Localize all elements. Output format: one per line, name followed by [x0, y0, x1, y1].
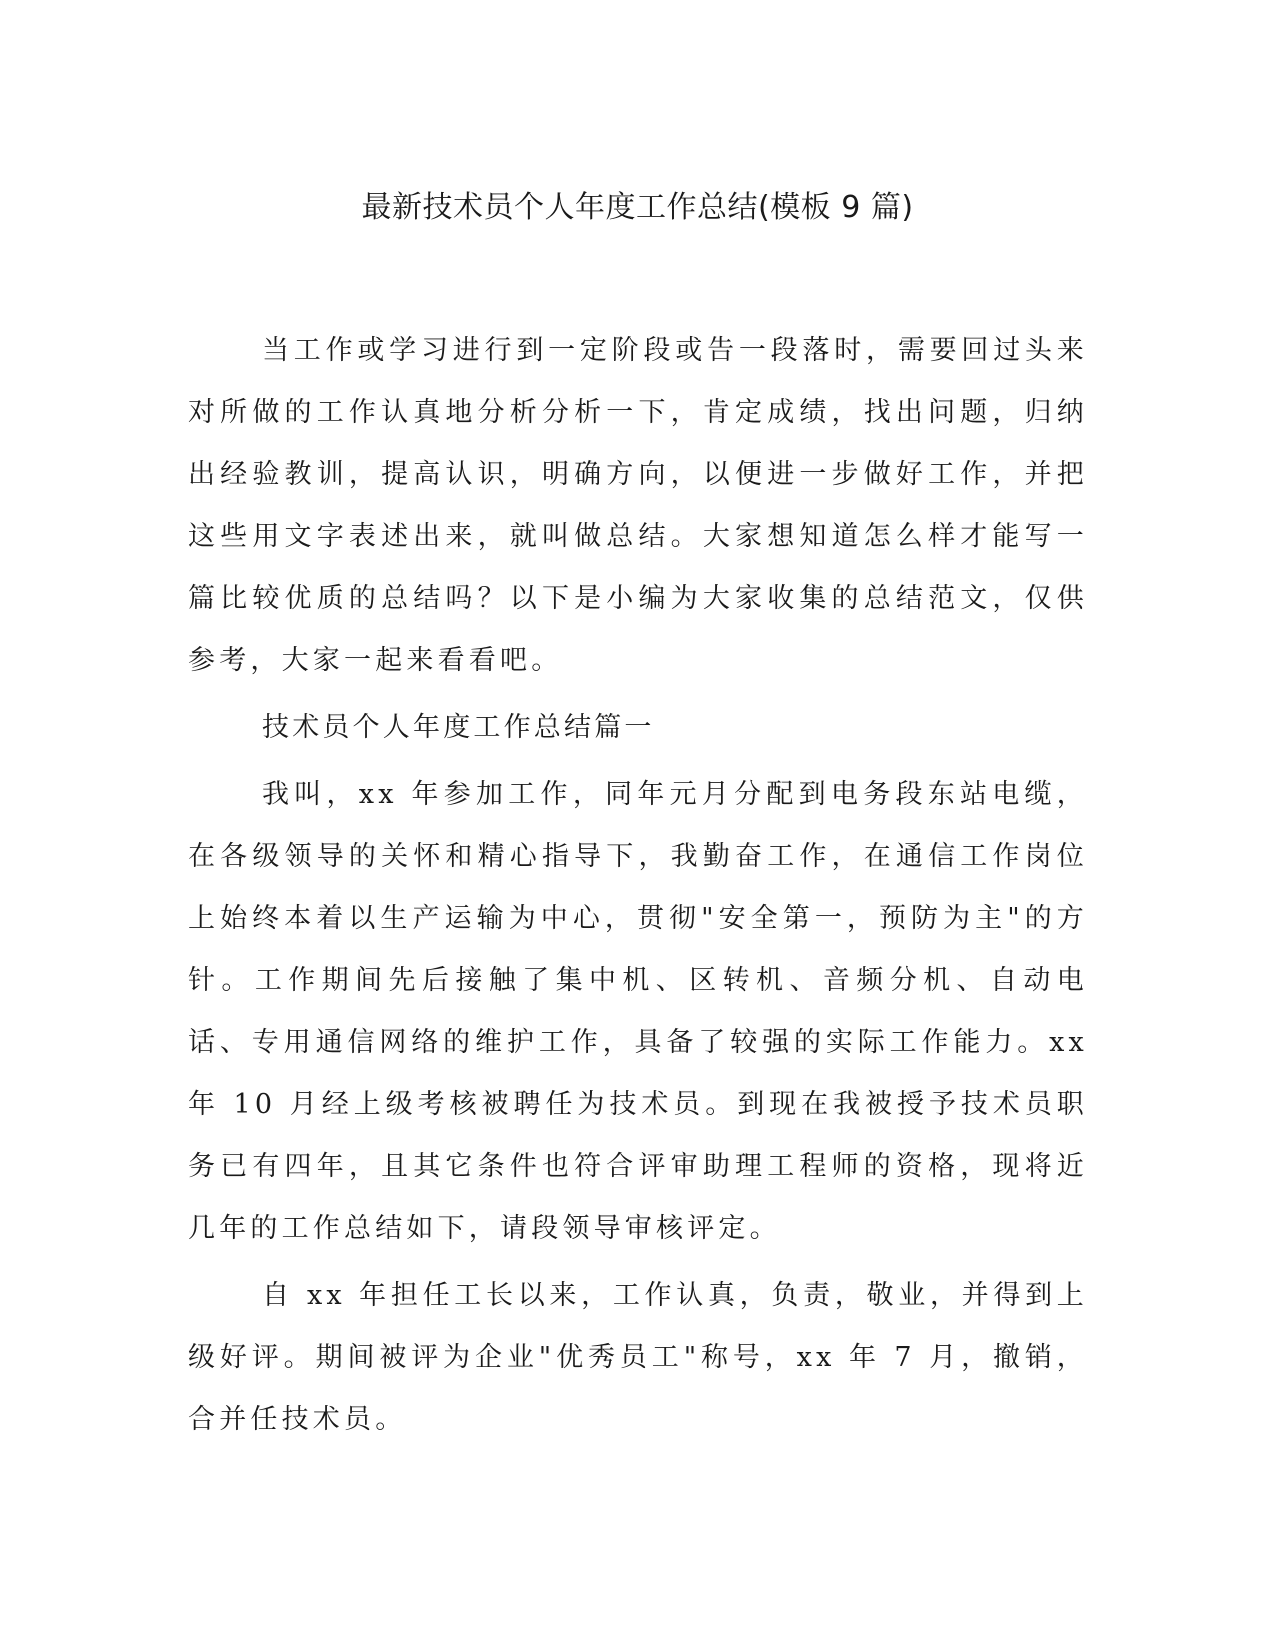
intro-paragraph: 当工作或学习进行到一定阶段或告一段落时，需要回过头来对所做的工作认真地分析分析一下，肯定成绩，找出问题，归纳出经验教训，提高认识，明确方向，以便进一步做好工作，并把这些用文字表述出来，就叫做总结。大家想知道怎么样才能写一篇比较优质的总结吗？以下是小编为大家收集的总结范文，仅供参考，大家一起来看看吧。	[188, 335, 1088, 676]
body-paragraph: 自 xx 年担任工长以来，工作认真，负责，敬业，并得到上级好评。期间被评为企业"优秀员工"称号，xx 年 7 月，撤销，合并任技术员。	[188, 1280, 1088, 1435]
section-heading: 技术员个人年度工作总结篇一	[262, 712, 655, 743]
body-paragraph: 我叫，xx 年参加工作，同年元月分配到电务段东站电缆，在各级领导的关怀和精心指导下，我勤奋工作，在通信工作岗位上始终本着以生产运输为中心，贯彻"安全第一，预防为主"的方针。工作期间先后接触了集中机、区转机、音频分机、自动电话、专用通信网络的维护工作，具备了较强的实际工作能力。xx 年 10 月经上级考核被聘任为技术员。到现在我被授予技术员职务已有四年，且其它条件也符合评审助理工程师的资格，现将近几年的工作总结如下，请段领导审核评定。	[188, 779, 1088, 1244]
document-body	[188, 320, 1088, 1456]
document-title: 最新技术员个人年度工作总结(模板 9 篇)	[361, 190, 914, 225]
